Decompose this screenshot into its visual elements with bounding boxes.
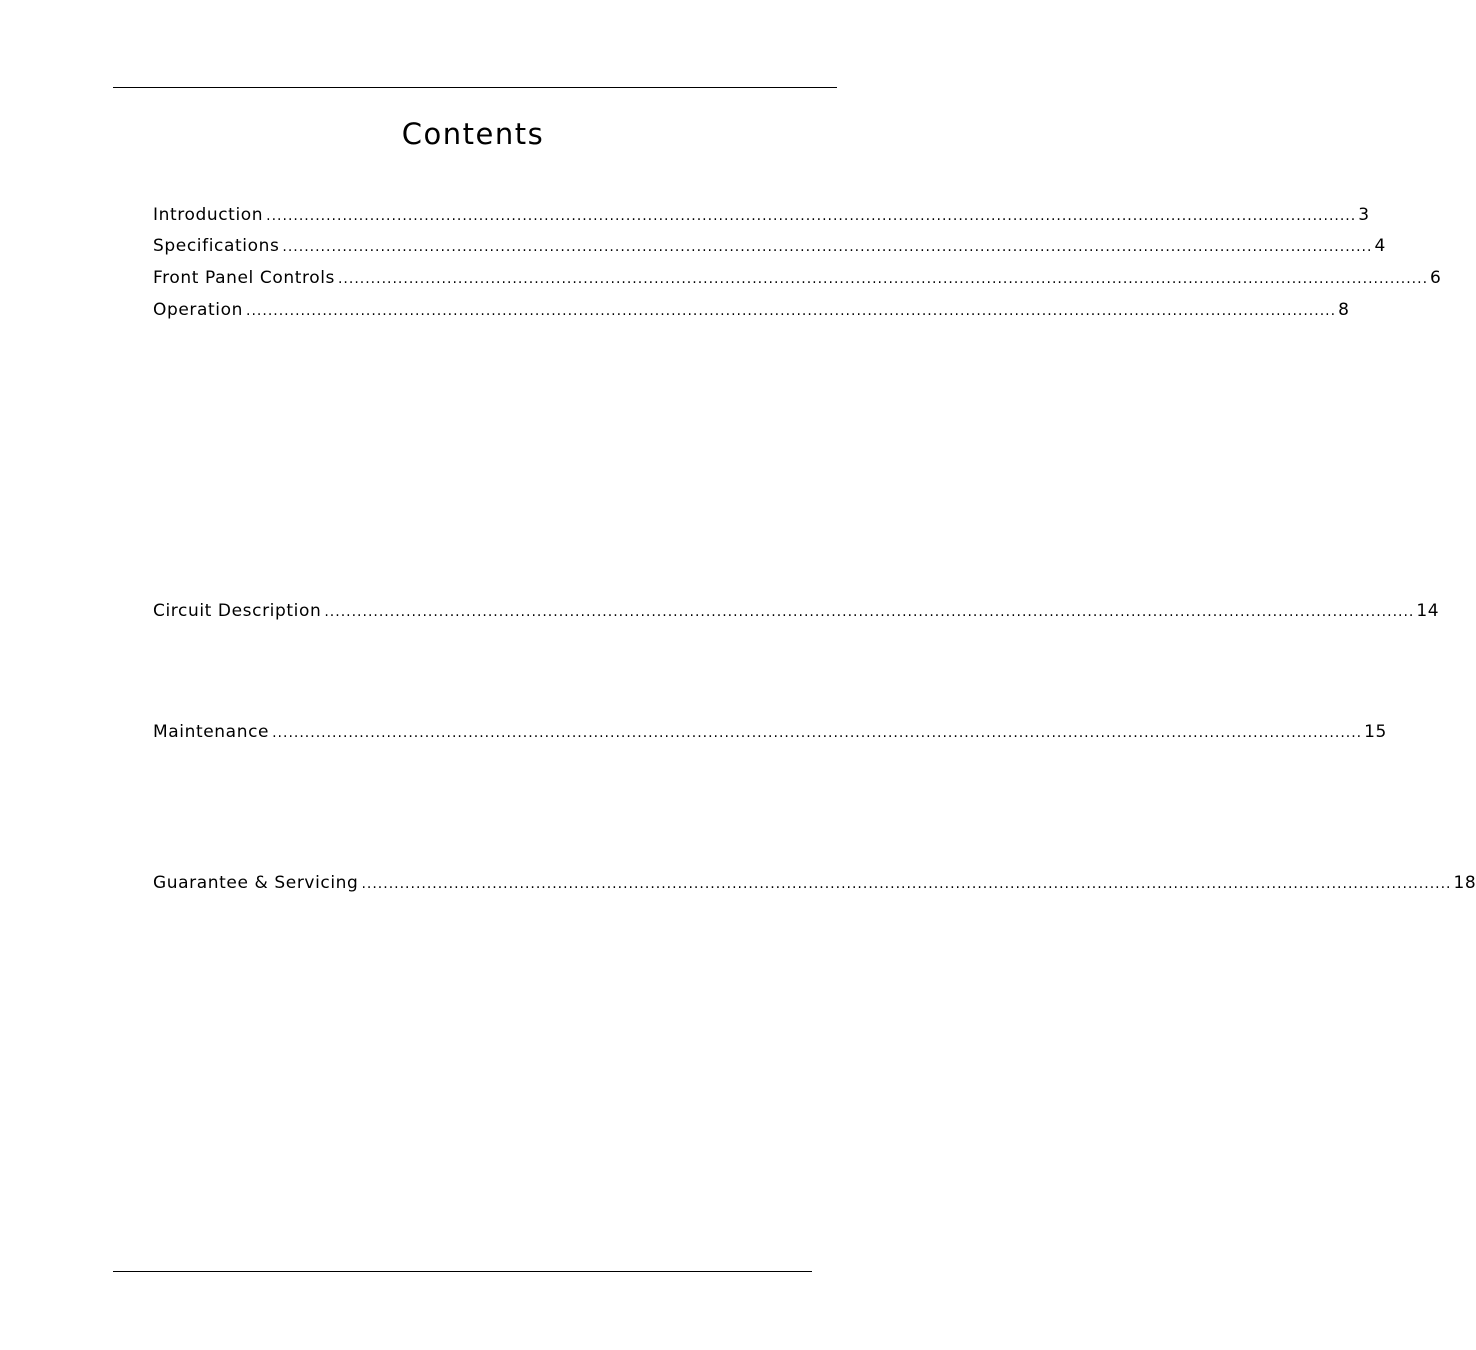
toc-leader-dots: ........................................................................................................................................................................................................ <box>282 239 1373 255</box>
top-rule <box>113 87 837 88</box>
toc-entry-front-panel-controls[interactable] <box>153 268 1442 290</box>
bottom-rule <box>113 1271 812 1272</box>
toc-entry-label: Front Panel Controls <box>153 268 335 288</box>
toc-entry-label: Maintenance <box>153 722 270 742</box>
toc-page-number: 8 <box>1338 300 1350 320</box>
toc-page-number: 4 <box>1374 236 1386 256</box>
toc-leader-dots: ........................................................................................................................................................................................................ <box>324 604 1415 620</box>
toc-leader-dots: ........................................................................................................................................................................................................ <box>361 876 1452 892</box>
toc-entry-label: Specifications <box>153 236 280 256</box>
toc-page-number: 14 <box>1416 601 1440 621</box>
toc-leader-dots: ........................................................................................................................................................................................................ <box>246 303 1337 319</box>
toc-leader-dots: ........................................................................................................................................................................................................ <box>266 208 1357 224</box>
toc-entry-operation[interactable] <box>153 300 1350 322</box>
toc-leader-dots: ........................................................................................................................................................................................................ <box>337 271 1429 287</box>
toc-entry-maintenance[interactable] <box>153 722 1387 744</box>
toc-page-number: 18 <box>1453 873 1476 893</box>
toc-page-number: 3 <box>1358 205 1370 225</box>
toc-page-number: 15 <box>1364 722 1387 742</box>
toc-leader-dots: ........................................................................................................................................................................................................ <box>272 725 1363 741</box>
toc-entry-guarantee-servicing[interactable] <box>153 873 1476 895</box>
toc-entry-specifications[interactable] <box>153 236 1386 258</box>
toc-entry-introduction[interactable] <box>153 205 1370 227</box>
toc-page-number: 6 <box>1430 268 1442 288</box>
toc-entry-label: Operation <box>153 300 244 320</box>
toc-entry-circuit-description[interactable] <box>153 601 1440 623</box>
toc-entry-label: Guarantee & Servicing <box>153 873 359 893</box>
toc-entry-label: Circuit Description <box>153 601 322 621</box>
toc-entry-label: Introduction <box>153 205 264 225</box>
page-title: Contents <box>401 117 545 152</box>
